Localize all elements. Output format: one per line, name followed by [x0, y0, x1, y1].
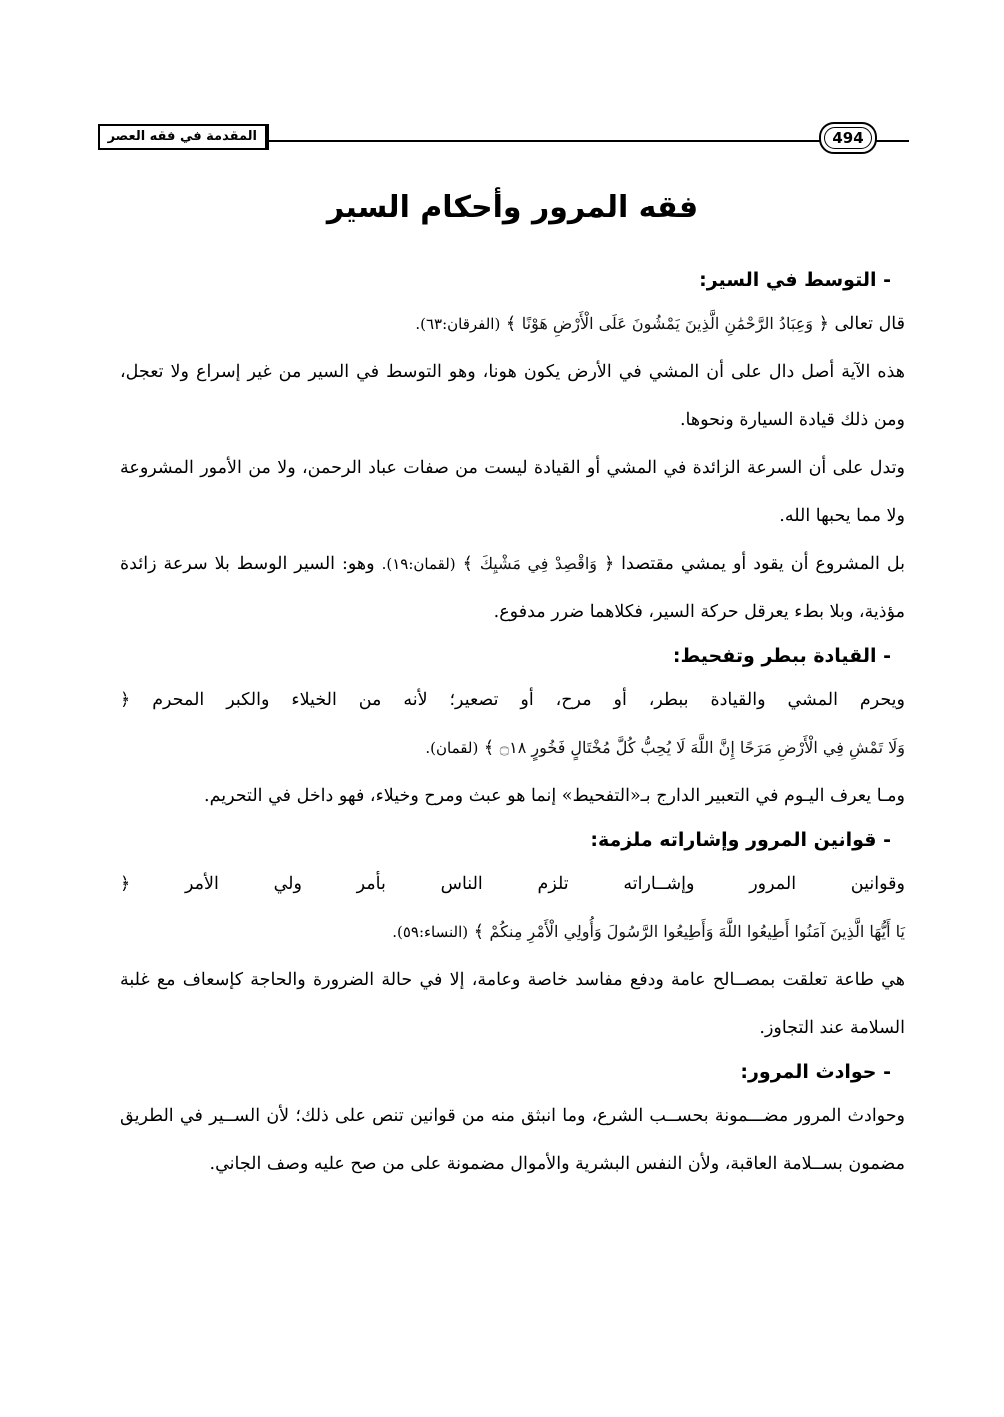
paragraph: وحوادث المرور مضـــمونة بحســب الشرع، وما انبثق منه من قوانين تنص على ذلك؛ لأن الســير في الطريق مضمون بســلامة العاقبة، ولأن النفس البشرية والأموال مضمونة على من صح عليه وصف الجاني.	[120, 1106, 905, 1174]
quran-close-bracket: ﴾	[505, 314, 517, 334]
page-number: 494	[819, 122, 877, 154]
quran-close-bracket: ﴾	[462, 554, 473, 574]
chapter-title: فقه المرور وأحكام السير	[326, 190, 699, 225]
verse-reference: (النساء:٥٩).	[392, 923, 469, 941]
page-content	[120, 178, 905, 1188]
paragraph-lead: قال تعالى	[834, 314, 905, 334]
paragraph: هذه الآية أصل دال على أن المشي في الأرض يكون هونا، وهو التوسط في السير من غير إسراع ولا تعجل، ومن ذلك قيادة السيارة ونحوها.	[120, 362, 905, 430]
section-heading-traffic-laws: - قوانين المرور وإشاراته ملزمة:	[590, 829, 891, 851]
section-heading-moderation: - التوسط في السير:	[699, 269, 891, 291]
quran-open-bracket: ﴿	[818, 314, 829, 334]
quran-verse: وَلَا تَمْشِ فِي الْأَرْضِ مَرَحًا إِنَّ اللَّهَ لَا يُحِبُّ كُلَّ مُخْتَالٍ فَخُورٍ ۝١٨	[499, 738, 905, 757]
paragraph-lead: وقوانين المرور وإشــاراته تلزم الناس بأمر ولي الأمر	[184, 874, 905, 894]
page-header	[107, 120, 909, 150]
quran-open-bracket: ﴿	[603, 554, 615, 574]
paragraph: هي طاعة تعلقت بمصــالح عامة ودفع مفاسد خاصة وعامة، إلا في حالة الضرورة والحاجة كإسعاف مع غلبة السلامة عند التجاوز.	[120, 970, 905, 1038]
paragraph-lead: بل المشروع أن يقود أو يمشي مقتصدا	[621, 554, 905, 574]
paragraph	[120, 540, 905, 636]
paragraph-tail: وهو: السير الوسط بلا سرعة زائدة مؤذية، وبلا بطء يعرقل حركة السير، فكلاهما ضرر مدفوع.	[120, 554, 905, 622]
quran-verse: وَاقْصِدْ فِي مَشْيِكَ	[479, 554, 597, 573]
quran-open-bracket: ﴿	[120, 690, 131, 710]
paragraph: ومـا يعرف اليـوم في التعبير الدارج بـ«التفحيط» إنما هو عبث ومرح وخيلاء، فهو داخل في التحريم.	[204, 786, 905, 806]
paragraph	[120, 860, 905, 956]
paragraph	[120, 676, 905, 772]
quran-verse: وَعِبَادُ الرَّحْمَٰنِ الَّذِينَ يَمْشُونَ عَلَى الْأَرْضِ هَوْنًا	[521, 314, 814, 333]
quran-verse: يَا أَيُّهَا الَّذِينَ آمَنُوا أَطِيعُوا اللَّهَ وَأَطِيعُوا الرَّسُولَ وَأُولِي الْأَمْرِ مِنكُمْ	[489, 922, 905, 941]
section-heading-traffic-accidents: - حوادث المرور:	[740, 1061, 891, 1083]
paragraph	[120, 300, 905, 348]
book-title-box: المقدمة في فقه العصر	[98, 124, 269, 150]
quran-close-bracket: ﴾	[483, 738, 495, 758]
quran-close-bracket: ﴾	[473, 922, 484, 942]
verse-reference: (الفرقان:٦٣).	[415, 315, 501, 333]
section-heading-reckless-driving: - القيادة ببطر وتفحيط:	[672, 645, 891, 667]
verse-reference: (لقمان:١٩).	[381, 555, 456, 573]
verse-reference: (لقمان).	[425, 739, 479, 757]
quran-open-bracket: ﴿	[120, 874, 131, 894]
paragraph: وتدل على أن السرعة الزائدة في المشي أو القيادة ليست من صفات عباد الرحمن، ولا من الأمور المشروعة ولا مما يحبها الله.	[120, 458, 905, 526]
paragraph-lead: ويحرم المشي والقيادة ببطر، أو مرح، أو تصعير؛ لأنه من الخيلاء والكبر المحرم	[152, 690, 905, 710]
